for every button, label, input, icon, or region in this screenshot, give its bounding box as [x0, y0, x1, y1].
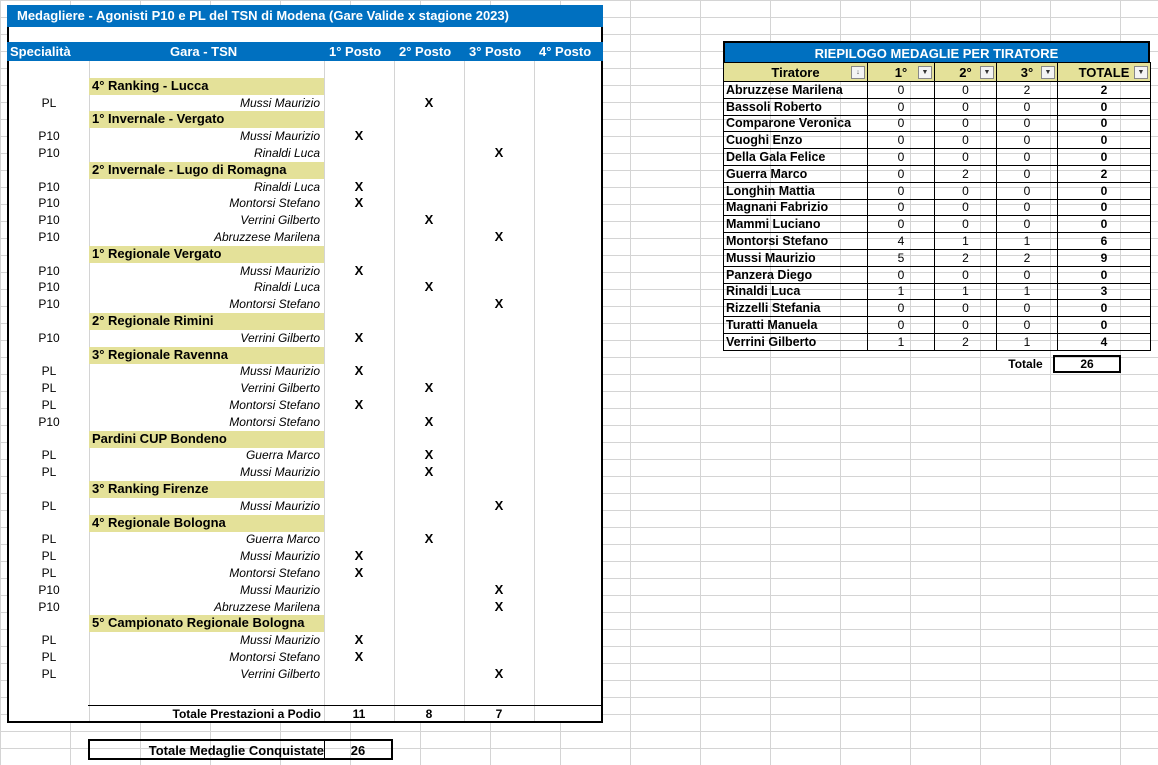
specialty-cell[interactable]: PL	[41, 565, 57, 580]
podium-mark[interactable]: X	[424, 464, 434, 480]
specialty-cell[interactable]: P10	[38, 599, 60, 614]
specialty-cell[interactable]: P10	[38, 229, 60, 244]
shooter-name-cell[interactable]: Cuoghi Enzo	[724, 132, 868, 149]
table-row	[9, 498, 601, 515]
summary-header-p1[interactable]: 1° ▼	[868, 63, 935, 82]
race-title[interactable]: Pardini CUP Bondeno	[89, 431, 324, 448]
podium-mark[interactable]: X	[424, 212, 434, 228]
shooter-name-cell[interactable]: Rinaldi Luca	[253, 280, 320, 295]
table-row	[9, 128, 601, 145]
summary-header-p3[interactable]: 3° ▼	[997, 63, 1058, 82]
second-place-cell[interactable]: 2	[935, 249, 997, 266]
summary-row	[724, 300, 1151, 317]
summary-row	[724, 216, 1151, 233]
header-p4[interactable]: 4° Posto	[539, 44, 592, 59]
specialty-cell[interactable]: P10	[38, 129, 60, 144]
second-place-cell[interactable]: 0	[935, 98, 997, 115]
third-place-cell[interactable]: 0	[997, 300, 1058, 317]
podium-total-p1[interactable]: 11	[352, 707, 366, 721]
summary-table	[723, 62, 1151, 351]
specialty-cell[interactable]: PL	[41, 95, 57, 110]
podium-mark[interactable]: X	[354, 564, 364, 580]
specialty-cell[interactable]: PL	[41, 549, 57, 564]
summary-title: RIEPILOGO MEDAGLIE PER TIRATORE	[723, 41, 1150, 62]
specialty-cell[interactable]: PL	[41, 532, 57, 547]
shooter-name-cell[interactable]: Rizzelli Stefania	[724, 300, 868, 317]
podium-mark[interactable]: X	[494, 296, 504, 312]
second-place-cell[interactable]: 0	[935, 82, 997, 99]
shooter-name-cell[interactable]: Verrini Gilberto	[240, 666, 320, 681]
podium-mark[interactable]: X	[424, 447, 434, 463]
race-header-row	[9, 515, 601, 532]
shooter-name-cell[interactable]: Mussi Maurizio	[239, 549, 320, 564]
second-place-cell[interactable]: 2	[935, 165, 997, 182]
shooter-name-cell[interactable]: Montorsi Stefano	[229, 397, 320, 412]
second-place-cell[interactable]: 0	[935, 300, 997, 317]
table-row	[9, 279, 601, 296]
first-place-cell[interactable]: 0	[868, 182, 935, 199]
third-place-cell[interactable]: 0	[997, 266, 1058, 283]
table-row	[9, 212, 601, 229]
summary-row	[724, 165, 1151, 182]
filter-dropdown-icon[interactable]: ▼	[980, 66, 994, 79]
specialty-cell[interactable]: PL	[41, 633, 57, 648]
summary-row	[724, 333, 1151, 350]
total-cell[interactable]: 6	[1058, 233, 1151, 250]
summary-row	[724, 182, 1151, 199]
shooter-name-cell[interactable]: Montorsi Stefano	[229, 414, 320, 429]
podium-mark[interactable]: X	[424, 380, 434, 396]
summary-row	[724, 82, 1151, 99]
first-place-cell[interactable]: 0	[868, 216, 935, 233]
first-place-cell[interactable]: 0	[868, 165, 935, 182]
first-place-cell[interactable]: 1	[868, 333, 935, 350]
shooter-name-cell[interactable]: Montorsi Stefano	[229, 297, 320, 312]
first-place-cell[interactable]: 0	[868, 115, 935, 132]
second-place-cell[interactable]: 0	[935, 317, 997, 334]
medals-total-box	[88, 739, 393, 760]
race-title[interactable]: 5° Campionato Regionale Bologna	[89, 615, 324, 632]
total-cell[interactable]: 3	[1058, 283, 1151, 300]
podium-totals-label: Totale Prestazioni a Podio	[172, 707, 321, 721]
medals-total-label: Totale Medaglie Conquistate	[148, 743, 324, 758]
second-place-cell[interactable]: 0	[935, 216, 997, 233]
table-row	[9, 599, 601, 616]
blank-row	[9, 61, 601, 78]
shooter-name-cell[interactable]: Abruzzese Marilena	[213, 229, 320, 244]
table-row	[9, 363, 601, 380]
race-header-row	[9, 347, 601, 364]
podium-mark[interactable]: X	[354, 632, 364, 648]
race-title[interactable]: 3° Regionale Ravenna	[89, 347, 324, 364]
first-place-cell[interactable]: 0	[868, 300, 935, 317]
podium-mark[interactable]: X	[494, 228, 504, 244]
table-row	[9, 632, 601, 649]
podium-mark[interactable]: X	[354, 396, 364, 412]
summary-row	[724, 98, 1151, 115]
table-row	[9, 330, 601, 347]
race-title[interactable]: 3° Ranking Firenze	[89, 481, 324, 498]
header-p1[interactable]: 1° Posto	[329, 44, 382, 59]
race-header-row	[9, 431, 601, 448]
total-cell[interactable]: 9	[1058, 249, 1151, 266]
shooter-name-cell[interactable]: Comparone Veronica	[724, 115, 868, 132]
third-place-cell[interactable]: 0	[997, 149, 1058, 166]
shooter-name-cell[interactable]: Magnani Fabrizio	[724, 199, 868, 216]
first-place-cell[interactable]: 0	[868, 149, 935, 166]
shooter-name-cell[interactable]: Mussi Maurizio	[239, 582, 320, 597]
table-row	[9, 296, 601, 313]
third-place-cell[interactable]: 1	[997, 283, 1058, 300]
shooter-name-cell[interactable]: Guerra Marco	[245, 448, 320, 463]
podium-mark[interactable]: X	[424, 413, 434, 429]
shooter-name-cell[interactable]: Verrini Gilberto	[240, 213, 320, 228]
third-place-cell[interactable]: 0	[997, 182, 1058, 199]
second-place-cell[interactable]: 0	[935, 115, 997, 132]
first-place-cell[interactable]: 0	[868, 199, 935, 216]
first-place-cell[interactable]: 4	[868, 233, 935, 250]
first-place-cell[interactable]: 0	[868, 132, 935, 149]
specialty-cell[interactable]: PL	[41, 448, 57, 463]
summary-row	[724, 233, 1151, 250]
table-row	[9, 531, 601, 548]
table-row	[9, 263, 601, 280]
podium-mark[interactable]: X	[424, 279, 434, 295]
total-cell[interactable]: 0	[1058, 98, 1151, 115]
race-header-row	[9, 313, 601, 330]
race-title[interactable]: 1° Regionale Vergato	[89, 246, 324, 263]
second-place-cell[interactable]: 0	[935, 149, 997, 166]
shooter-name-cell[interactable]: Mammi Luciano	[724, 216, 868, 233]
second-place-cell[interactable]: 0	[935, 182, 997, 199]
first-place-cell[interactable]: 0	[868, 317, 935, 334]
shooter-name-cell[interactable]: Rinaldi Luca	[253, 179, 320, 194]
table-row	[9, 565, 601, 582]
podium-mark[interactable]: X	[494, 144, 504, 160]
first-place-cell[interactable]: 1	[868, 283, 935, 300]
podium-totals-row	[88, 705, 602, 723]
table-row	[9, 179, 601, 196]
shooter-name-cell[interactable]: Mussi Maurizio	[239, 129, 320, 144]
specialty-cell[interactable]: P10	[38, 263, 60, 278]
header-p3[interactable]: 3° Posto	[469, 44, 522, 59]
podium-mark[interactable]: X	[494, 497, 504, 513]
table-row	[9, 95, 601, 112]
total-cell[interactable]: 0	[1058, 115, 1151, 132]
shooter-name-cell[interactable]: Montorsi Stefano	[229, 565, 320, 580]
specialty-cell[interactable]: P10	[38, 414, 60, 429]
total-cell[interactable]: 2	[1058, 82, 1151, 99]
total-cell[interactable]: 0	[1058, 216, 1151, 233]
table-row	[9, 582, 601, 599]
medals-total-value[interactable]: 26	[350, 743, 366, 758]
table-row	[9, 666, 601, 683]
race-header-row	[9, 111, 601, 128]
shooter-name-cell[interactable]: Panzera Diego	[724, 266, 868, 283]
shooter-name-cell[interactable]: Mussi Maurizio	[239, 364, 320, 379]
race-header-row	[9, 481, 601, 498]
third-place-cell[interactable]: 0	[997, 199, 1058, 216]
first-place-cell[interactable]: 5	[868, 249, 935, 266]
specialty-cell[interactable]: P10	[38, 179, 60, 194]
second-place-cell[interactable]: 0	[935, 266, 997, 283]
column-header-row	[7, 42, 603, 61]
race-title[interactable]: 1° Invernale - Vergato	[89, 111, 324, 128]
podium-mark[interactable]: X	[354, 178, 364, 194]
total-cell[interactable]: 4	[1058, 333, 1151, 350]
shooter-name-cell[interactable]: Abruzzese Marilena	[213, 599, 320, 614]
race-title[interactable]: 2° Regionale Rimini	[89, 313, 324, 330]
race-header-row	[9, 162, 601, 179]
table-row	[9, 548, 601, 565]
specialty-cell[interactable]: PL	[41, 498, 57, 513]
third-place-cell[interactable]: 0	[997, 98, 1058, 115]
specialty-cell[interactable]: PL	[41, 364, 57, 379]
shooter-name-cell[interactable]: Montorsi Stefano	[724, 233, 868, 250]
specialty-cell[interactable]: P10	[38, 145, 60, 160]
total-cell[interactable]: 0	[1058, 317, 1151, 334]
third-place-cell[interactable]: 2	[997, 249, 1058, 266]
summary-header-total[interactable]: TOTALE ▼	[1058, 63, 1151, 82]
table-row	[9, 195, 601, 212]
summary-row	[724, 149, 1151, 166]
third-place-cell[interactable]: 0	[997, 132, 1058, 149]
shooter-name-cell[interactable]: Guerra Marco	[245, 532, 320, 547]
second-place-cell[interactable]: 0	[935, 199, 997, 216]
specialty-cell[interactable]: PL	[41, 397, 57, 412]
third-place-cell[interactable]: 0	[997, 317, 1058, 334]
third-place-cell[interactable]: 1	[997, 333, 1058, 350]
table-row	[9, 145, 601, 162]
podium-mark[interactable]: X	[354, 329, 364, 345]
summary-row	[724, 266, 1151, 283]
table-row	[9, 464, 601, 481]
podium-mark[interactable]: X	[494, 581, 504, 597]
race-title[interactable]: 2° Invernale - Lugo di Romagna	[89, 162, 324, 179]
specialty-cell[interactable]: P10	[38, 330, 60, 345]
shooter-name-cell[interactable]: Rinaldi Luca	[253, 145, 320, 160]
shooter-name-cell[interactable]: Mussi Maurizio	[239, 498, 320, 513]
race-header-row	[9, 615, 601, 632]
race-header-row	[9, 246, 601, 263]
shooter-name-cell[interactable]: Turatti Manuela	[724, 317, 868, 334]
second-place-cell[interactable]: 0	[935, 132, 997, 149]
specialty-cell[interactable]: P10	[38, 196, 60, 211]
first-place-cell[interactable]: 0	[868, 82, 935, 99]
summary-total	[998, 355, 1121, 373]
shooter-name-cell[interactable]: Verrini Gilberto	[240, 381, 320, 396]
shooter-name-cell[interactable]: Della Gala Felice	[724, 149, 868, 166]
header-p2[interactable]: 2° Posto	[399, 44, 452, 59]
podium-mark[interactable]: X	[354, 363, 364, 379]
summary-total-value[interactable]: 26	[1053, 355, 1121, 373]
first-place-cell[interactable]: 0	[868, 266, 935, 283]
second-place-cell[interactable]: 1	[935, 233, 997, 250]
shooter-name-cell[interactable]: Verrini Gilberto	[724, 333, 868, 350]
total-cell[interactable]: 0	[1058, 199, 1151, 216]
podium-mark[interactable]: X	[424, 94, 434, 110]
podium-total-p2[interactable]: 8	[425, 707, 433, 721]
summary-row	[724, 317, 1151, 334]
table-row	[9, 414, 601, 431]
summary-header-p2[interactable]: 2° ▼	[935, 63, 997, 82]
first-place-cell[interactable]: 0	[868, 98, 935, 115]
summary-header-name[interactable]: Tiratore ↓	[724, 63, 868, 82]
second-place-cell[interactable]: 1	[935, 283, 997, 300]
filter-dropdown-icon[interactable]: ▼	[918, 66, 932, 79]
podium-mark[interactable]: X	[354, 548, 364, 564]
second-place-cell[interactable]: 2	[935, 333, 997, 350]
race-title[interactable]: 4° Regionale Bologna	[89, 515, 324, 532]
total-cell[interactable]: 0	[1058, 266, 1151, 283]
race-header-row	[9, 78, 601, 95]
table-row	[9, 229, 601, 246]
table-row	[9, 649, 601, 666]
shooter-name-cell[interactable]: Guerra Marco	[724, 165, 868, 182]
table-row	[9, 447, 601, 464]
podium-mark[interactable]: X	[424, 531, 434, 547]
sheet-title: Medagliere - Agonisti P10 e PL del TSN di Modena (Gare Valide x stagione 2023)	[7, 5, 603, 27]
summary-row	[724, 115, 1151, 132]
summary-row	[724, 283, 1151, 300]
header-gara[interactable]: Gara - TSN	[170, 44, 238, 59]
total-cell[interactable]: 0	[1058, 182, 1151, 199]
total-cell[interactable]: 2	[1058, 165, 1151, 182]
shooter-name-cell[interactable]: Verrini Gilberto	[240, 330, 320, 345]
third-place-cell[interactable]: 0	[997, 165, 1058, 182]
race-title[interactable]: 4° Ranking - Lucca	[89, 78, 324, 95]
podium-mark[interactable]: X	[354, 195, 364, 211]
filter-dropdown-icon[interactable]: ▼	[1041, 66, 1055, 79]
summary-row	[724, 199, 1151, 216]
shooter-name-cell[interactable]: Montorsi Stefano	[229, 196, 320, 211]
shooter-name-cell[interactable]: Mussi Maurizio	[724, 249, 868, 266]
filter-dropdown-icon[interactable]: ▼	[1134, 66, 1148, 79]
table-row	[9, 397, 601, 414]
specialty-cell[interactable]: PL	[41, 649, 57, 664]
podium-mark[interactable]: X	[494, 598, 504, 614]
race-results-list	[9, 61, 601, 682]
summary-row	[724, 249, 1151, 266]
shooter-name-cell[interactable]: Mussi Maurizio	[239, 465, 320, 480]
total-cell[interactable]: 0	[1058, 132, 1151, 149]
shooter-name-cell[interactable]: Montorsi Stefano	[229, 649, 320, 664]
sort-dropdown-icon[interactable]: ↓	[851, 66, 865, 79]
shooter-name-cell[interactable]: Mussi Maurizio	[239, 263, 320, 278]
specialty-cell[interactable]: PL	[41, 381, 57, 396]
medal-summary	[723, 41, 1150, 351]
shooter-name-cell[interactable]: Mussi Maurizio	[239, 633, 320, 648]
third-place-cell[interactable]: 0	[997, 216, 1058, 233]
shooter-name-cell[interactable]: Rinaldi Luca	[724, 283, 868, 300]
summary-row	[724, 132, 1151, 149]
specialty-cell[interactable]: PL	[41, 465, 57, 480]
podium-mark[interactable]: X	[354, 648, 364, 664]
specialty-cell[interactable]: P10	[38, 213, 60, 228]
shooter-name-cell[interactable]: Abruzzese Marilena	[724, 82, 868, 99]
shooter-name-cell[interactable]: Bassoli Roberto	[724, 98, 868, 115]
specialty-cell[interactable]: PL	[41, 666, 57, 681]
third-place-cell[interactable]: 2	[997, 82, 1058, 99]
summary-total-label: Totale	[1008, 357, 1043, 371]
podium-mark[interactable]: X	[354, 128, 364, 144]
podium-total-p3[interactable]: 7	[495, 707, 503, 721]
shooter-name-cell[interactable]: Mussi Maurizio	[239, 95, 320, 110]
table-row	[9, 380, 601, 397]
specialty-cell[interactable]: P10	[38, 297, 60, 312]
header-specialita[interactable]: Specialità	[10, 44, 71, 59]
podium-mark[interactable]: X	[494, 665, 504, 681]
total-cell[interactable]: 0	[1058, 300, 1151, 317]
podium-mark[interactable]: X	[354, 262, 364, 278]
specialty-cell[interactable]: P10	[38, 582, 60, 597]
specialty-cell[interactable]: P10	[38, 280, 60, 295]
shooter-name-cell[interactable]: Longhin Mattia	[724, 182, 868, 199]
total-cell[interactable]: 0	[1058, 149, 1151, 166]
third-place-cell[interactable]: 1	[997, 233, 1058, 250]
third-place-cell[interactable]: 0	[997, 115, 1058, 132]
